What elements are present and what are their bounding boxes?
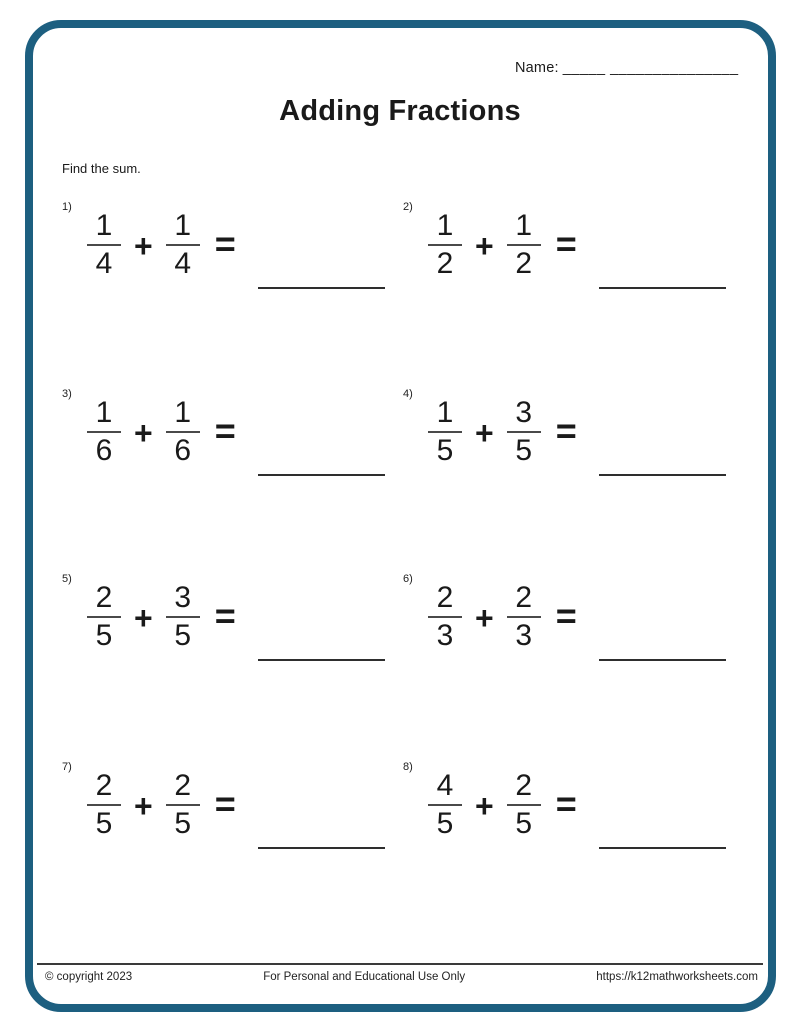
fraction-denominator: 3 <box>515 619 533 652</box>
equals-sign: = <box>555 783 577 824</box>
page-title: Adding Fractions <box>279 95 521 127</box>
fraction-denominator: 5 <box>515 807 533 840</box>
fraction-denominator: 5 <box>436 434 454 467</box>
fraction-numerator: 1 <box>174 395 192 429</box>
fraction-numerator: 1 <box>436 208 454 242</box>
problem-number: 2) <box>403 201 413 213</box>
fraction-first <box>86 397 122 468</box>
problem-2 <box>403 199 726 291</box>
fraction-denominator: 5 <box>515 434 533 467</box>
fraction-numerator: 1 <box>95 395 113 429</box>
fraction-first <box>427 210 463 281</box>
footer-usage: For Personal and Educational Use Only <box>263 971 466 983</box>
problem-number: 7) <box>62 761 72 773</box>
fraction-second <box>506 210 542 281</box>
fraction-denominator: 5 <box>174 619 192 652</box>
fraction-first <box>427 770 463 841</box>
equals-sign: = <box>555 595 577 636</box>
fraction-numerator: 1 <box>515 208 533 242</box>
problem-4 <box>403 386 726 478</box>
answer-blank <box>258 659 385 661</box>
footer <box>45 971 758 983</box>
fraction-bar <box>87 616 121 618</box>
answer-blank <box>258 847 385 849</box>
fraction-first <box>427 582 463 653</box>
answer-blank <box>599 847 726 849</box>
fraction-first <box>427 397 463 468</box>
fraction-first <box>86 582 122 653</box>
fraction-denominator: 5 <box>95 807 113 840</box>
fraction-denominator: 4 <box>174 247 192 280</box>
fraction-second <box>165 770 201 841</box>
fraction-bar <box>507 244 541 246</box>
fraction-bar <box>428 804 462 806</box>
plus-operator: + <box>134 414 153 451</box>
fraction-numerator: 1 <box>174 208 192 242</box>
fraction-denominator: 6 <box>95 434 113 467</box>
fraction-numerator: 1 <box>436 395 454 429</box>
plus-operator: + <box>475 414 494 451</box>
answer-blank <box>599 659 726 661</box>
answer-blank <box>258 474 385 476</box>
fraction-bar <box>428 616 462 618</box>
fraction-second <box>506 770 542 841</box>
problem-number: 1) <box>62 201 72 213</box>
fraction-numerator: 3 <box>515 395 533 429</box>
plus-operator: + <box>475 599 494 636</box>
fraction-bar <box>166 431 200 433</box>
problem-3 <box>62 386 385 478</box>
fraction-bar <box>87 804 121 806</box>
problem-number: 8) <box>403 761 413 773</box>
answer-blank <box>599 474 726 476</box>
fraction-numerator: 2 <box>515 580 533 614</box>
name-field <box>515 60 739 76</box>
fraction-bar <box>87 431 121 433</box>
plus-operator: + <box>475 227 494 264</box>
plus-operator: + <box>134 599 153 636</box>
problem-number: 5) <box>62 573 72 585</box>
name-blank-line: _____ _______________ <box>562 60 739 76</box>
answer-blank <box>258 287 385 289</box>
fraction-numerator: 4 <box>436 768 454 802</box>
footer-copyright: © copyright 2023 <box>45 971 133 983</box>
fraction-second <box>165 397 201 468</box>
name-label: Name: <box>515 60 559 76</box>
fraction-second <box>506 397 542 468</box>
footer-divider <box>37 963 763 965</box>
fraction-denominator: 4 <box>95 247 113 280</box>
fraction-denominator: 6 <box>174 434 192 467</box>
fraction-denominator: 5 <box>174 807 192 840</box>
fraction-numerator: 2 <box>174 768 192 802</box>
equals-sign: = <box>214 223 236 264</box>
problem-6 <box>403 571 726 663</box>
fraction-bar <box>166 616 200 618</box>
equals-sign: = <box>555 410 577 451</box>
fraction-bar <box>166 804 200 806</box>
plus-operator: + <box>134 227 153 264</box>
equals-sign: = <box>214 410 236 451</box>
fraction-bar <box>166 244 200 246</box>
fraction-bar <box>428 244 462 246</box>
fraction-bar <box>428 431 462 433</box>
instruction-text: Find the sum. <box>62 161 141 176</box>
fraction-bar <box>507 616 541 618</box>
equals-sign: = <box>555 223 577 264</box>
fraction-denominator: 5 <box>436 807 454 840</box>
fraction-second <box>506 582 542 653</box>
fraction-second <box>165 210 201 281</box>
fraction-numerator: 1 <box>95 208 113 242</box>
problem-5 <box>62 571 385 663</box>
fraction-numerator: 2 <box>515 768 533 802</box>
fraction-denominator: 5 <box>95 619 113 652</box>
problem-number: 4) <box>403 388 413 400</box>
fraction-bar <box>507 431 541 433</box>
fraction-denominator: 2 <box>515 247 533 280</box>
equals-sign: = <box>214 595 236 636</box>
problem-8 <box>403 759 726 851</box>
problem-1 <box>62 199 385 291</box>
plus-operator: + <box>475 787 494 824</box>
plus-operator: + <box>134 787 153 824</box>
fraction-second <box>165 582 201 653</box>
problem-number: 6) <box>403 573 413 585</box>
fraction-denominator: 3 <box>436 619 454 652</box>
fraction-numerator: 2 <box>95 580 113 614</box>
equals-sign: = <box>214 783 236 824</box>
fraction-numerator: 2 <box>95 768 113 802</box>
fraction-first <box>86 770 122 841</box>
problem-number: 3) <box>62 388 72 400</box>
fraction-bar <box>87 244 121 246</box>
fraction-numerator: 3 <box>174 580 192 614</box>
fraction-bar <box>507 804 541 806</box>
answer-blank <box>599 287 726 289</box>
fraction-numerator: 2 <box>436 580 454 614</box>
problem-7 <box>62 759 385 851</box>
fraction-denominator: 2 <box>436 247 454 280</box>
fraction-first <box>86 210 122 281</box>
footer-url: https://k12mathworksheets.com <box>596 971 758 983</box>
